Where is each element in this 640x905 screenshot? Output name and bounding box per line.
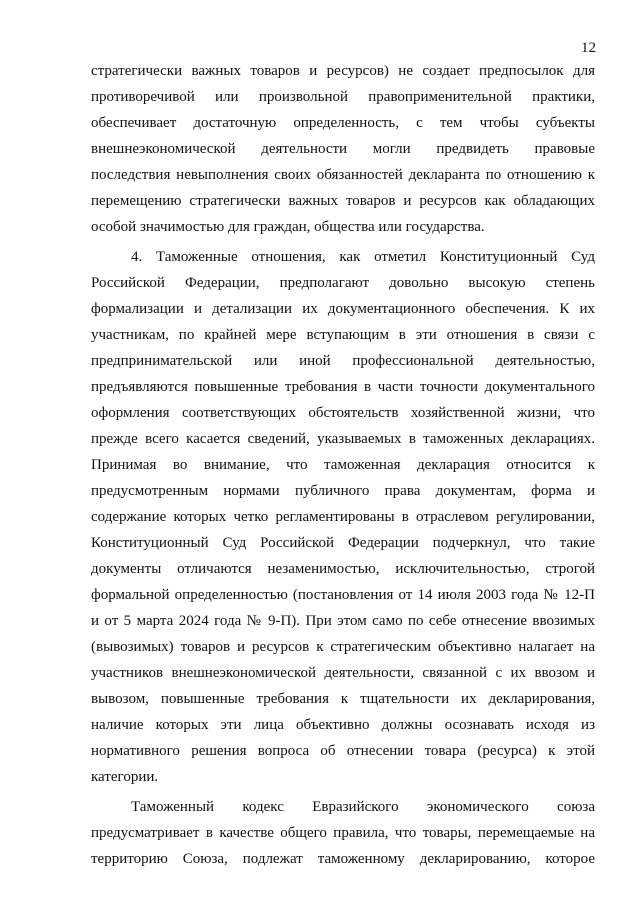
text-line: предусмотренным нормами публичного права документам, форма и xyxy=(91,483,595,499)
text-line: документы отличаются незаменимостью, исключительностью, строгой xyxy=(91,561,595,577)
text-line: и от 5 марта 2024 года № 9-П). При этом само по себе отнесение ввозимых xyxy=(91,613,595,629)
text-line: Российской Федерации, предполагают довольно высокую степень xyxy=(91,275,595,291)
text-line: участникам, по крайней мере вступающим в эти отношения в связи с xyxy=(91,327,595,343)
text-line: нормативного решения вопроса об отнесении товара (ресурса) к этой xyxy=(91,743,595,759)
text-line: внешнеэкономической деятельности могли предвидеть правовые xyxy=(91,141,595,157)
text-line: прежде всего касается сведений, указываемых в таможенных декларациях. xyxy=(91,431,595,447)
text-line: обеспечивает достаточную определенность, с тем чтобы субъекты xyxy=(91,115,595,131)
text-line: последствия невыполнения своих обязанностей декларанта по отношению к xyxy=(91,167,595,183)
text-line: особой значимостью для граждан, общества или государства. xyxy=(91,219,485,235)
text-line: оформления соответствующих обстоятельств хозяйственной жизни, что xyxy=(91,405,595,421)
text-line: формальной определенностью (постановления от 14 июля 2003 года № 12-П xyxy=(91,587,595,603)
paragraph xyxy=(91,794,595,872)
text-line: территорию Союза, подлежат таможенному декларированию, которое xyxy=(91,851,595,867)
text-line: Таможенный кодекс Евразийского экономического союза xyxy=(131,799,595,815)
text-line: наличие которых эти лица объективно должны осознавать исходя из xyxy=(91,717,595,733)
text-line: (вывозимых) товаров и ресурсов к стратегическим объективно налагает на xyxy=(91,639,595,655)
text-line: Конституционный Суд Российской Федерации подчеркнул, что такие xyxy=(91,535,595,551)
text-line: стратегически важных товаров и ресурсов) не создает предпосылок для xyxy=(91,63,595,79)
paragraph xyxy=(91,58,595,240)
text-line: предусматривает в качестве общего правила, что товары, перемещаемые на xyxy=(91,825,595,841)
text-line: 4. Таможенные отношения, как отметил Конституционный Суд xyxy=(131,249,595,265)
text-line: формализации и детализации их документационного обеспечения. К их xyxy=(91,301,595,317)
page-number: 12 xyxy=(581,40,596,56)
document-body xyxy=(91,58,595,872)
text-line: вывозом, повышенные требования к тщательности их декларирования, xyxy=(91,691,595,707)
paragraph xyxy=(91,244,595,790)
text-line: участников внешнеэкономической деятельности, связанной с их ввозом и xyxy=(91,665,595,681)
text-line: противоречивой или произвольной правоприменительной практики, xyxy=(91,89,595,105)
text-line: содержание которых четко регламентированы в отраслевом регулировании, xyxy=(91,509,595,525)
text-line: категории. xyxy=(91,769,159,785)
text-line: перемещению стратегически важных товаров и ресурсов как обладающих xyxy=(91,193,595,209)
text-line: предпринимательской или иной профессиональной деятельностью, xyxy=(91,353,595,369)
text-line: предъявляются повышенные требования в части точности документального xyxy=(91,379,595,395)
text-line: Принимая во внимание, что таможенная декларация относится к xyxy=(91,457,595,473)
